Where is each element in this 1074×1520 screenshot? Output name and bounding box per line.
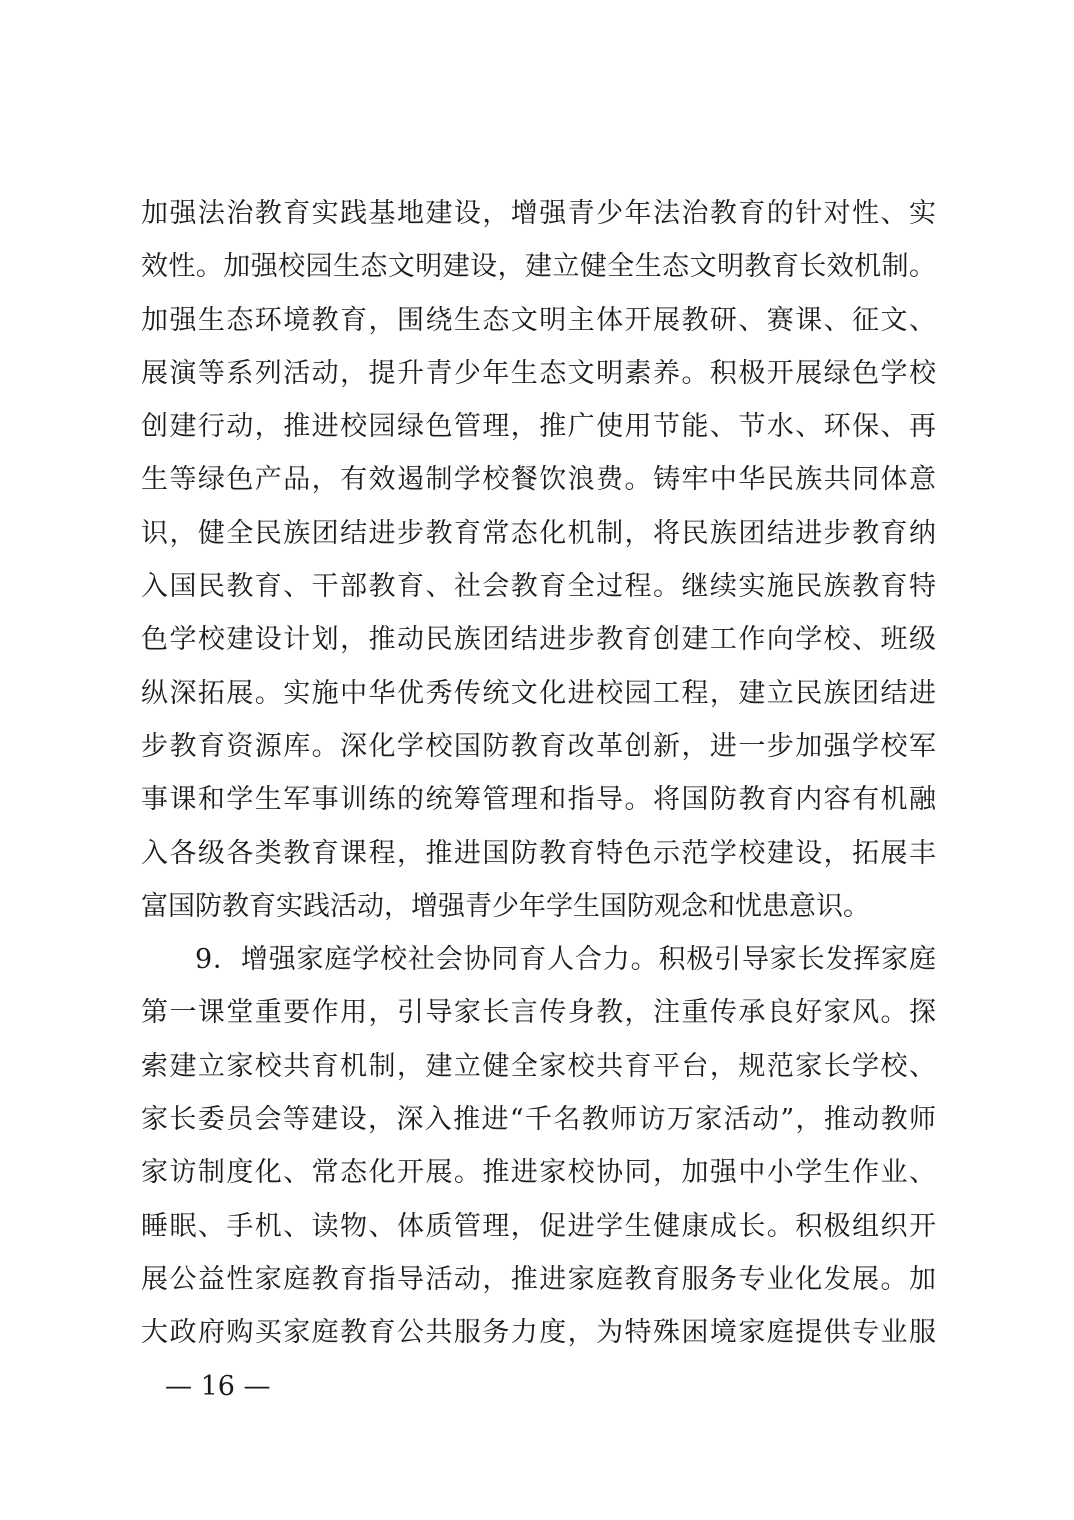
- text-line: 展演等系列活动，提升青少年生态文明素养。积极开展绿色学校: [141, 357, 936, 389]
- text-line: 入国民教育、干部教育、社会教育全过程。继续实施民族教育特: [141, 571, 936, 603]
- text-line: 家长委员会等建设，深入推进“千名教师访万家活动”，推动教师: [141, 1104, 936, 1136]
- text-line: 睡眠、手机、读物、体质管理，促进学生健康成长。积极组织开: [141, 1210, 936, 1242]
- text-line: 家访制度化、常态化开展。推进家校协同，加强中小学生作业、: [141, 1157, 936, 1189]
- paragraph-item-9: [141, 933, 936, 1359]
- text-line: 生等绿色产品，有效遏制学校餐饮浪费。铸牢中华民族共同体意: [141, 464, 936, 496]
- page-number: — 16 —: [165, 1371, 271, 1402]
- text-line: 展公益性家庭教育指导活动，推进家庭教育服务专业化发展。加: [141, 1263, 936, 1295]
- text-line: 效性。加强校园生态文明建设，建立健全生态文明教育长效机制。: [141, 251, 936, 283]
- text-line: 纵深拓展。实施中华优秀传统文化进校园工程，建立民族团结进: [141, 677, 936, 709]
- text-line: 大政府购买家庭教育公共服务力度，为特殊困境家庭提供专业服: [141, 1317, 936, 1349]
- text-line: 色学校建设计划，推动民族团结进步教育创建工作向学校、班级: [141, 624, 936, 656]
- text-line: 索建立家校共育机制，建立健全家校共育平台，规范家长学校、: [141, 1050, 936, 1082]
- text-line: 入各级各类教育课程，推进国防教育特色示范学校建设，拓展丰: [141, 837, 936, 869]
- text-line: 事课和学生军事训练的统筹管理和指导。将国防教育内容有机融: [141, 784, 936, 816]
- text-line: 识，健全民族团结进步教育常态化机制，将民族团结进步教育纳: [141, 517, 936, 549]
- text-line-item-heading: 9．增强家庭学校社会协同育人合力。积极引导家长发挥家庭: [195, 944, 936, 976]
- text-line-paragraph-end: 富国防教育实践活动，增强青少年学生国防观念和忧患意识。: [141, 890, 870, 922]
- text-line: 加强生态环境教育，围绕生态文明主体开展教研、赛课、征文、: [141, 304, 936, 336]
- body-text: [141, 187, 936, 1360]
- paragraph-continued: [141, 187, 936, 933]
- text-line: 加强法治教育实践基地建设，增强青少年法治教育的针对性、实: [141, 198, 936, 229]
- text-line: 创建行动，推进校园绿色管理，推广使用节能、节水、环保、再: [141, 411, 936, 443]
- text-line: 第一课堂重要作用，引导家长言传身教，注重传承良好家风。探: [141, 997, 936, 1029]
- text-line: 步教育资源库。深化学校国防教育改革创新，进一步加强学校军: [141, 730, 936, 762]
